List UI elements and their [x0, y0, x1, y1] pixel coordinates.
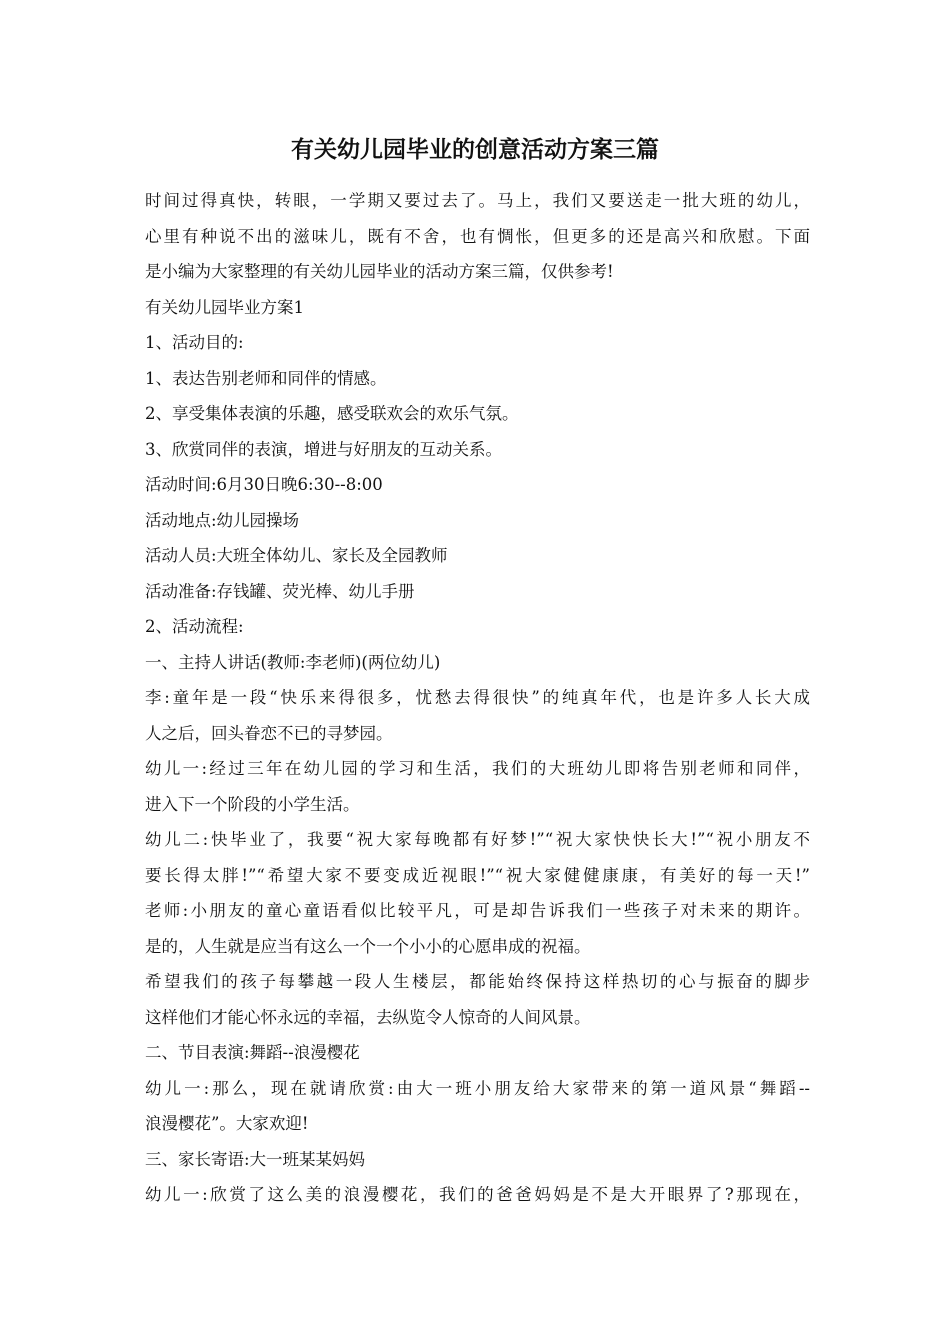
paragraph-line: 活动人员:大班全体幼儿、家长及全园教师: [145, 546, 448, 565]
paragraph-line: 幼儿一:那么，现在就请欣赏:由大一班小朋友给大家带来的第一道风景“舞蹈--: [145, 1078, 810, 1098]
document-body: [145, 183, 810, 1213]
paragraph-line: 1、表达告别老师和同伴的情感。: [145, 368, 387, 388]
paragraph-line: 心里有种说不出的滋味儿，既有不舍，也有惆怅，但更多的还是高兴和欣慰。下面: [145, 226, 810, 246]
section-heading: 有关幼儿园毕业方案1: [145, 297, 304, 317]
paragraph-line: 是的，人生就是应当有这么一个一个小小的心愿串成的祝福。: [145, 936, 591, 956]
paragraph-line: 幼儿二:快毕业了，我要“祝大家每晚都有好梦!”“祝大家快快长大!”“祝小朋友不: [145, 830, 810, 849]
document-title: 有关幼儿园毕业的创意活动方案三篇: [291, 136, 659, 163]
paragraph-line: 2、享受集体表演的乐趣，感受联欢会的欢乐气氛。: [145, 404, 519, 423]
paragraph-line: 三、家长寄语:大一班某某妈妈: [145, 1149, 366, 1169]
paragraph-line: 李:童年是一段“快乐来得很多，忧愁去得很快”的纯真年代，也是许多人长大成: [145, 688, 810, 707]
paragraph-line: 要长得太胖!”“希望大家不要变成近视眼!”“祝大家健健康康，有美好的每一天!”: [145, 865, 810, 885]
paragraph-line: 希望我们的孩子每攀越一段人生楼层，都能始终保持这样热切的心与振奋的脚步: [145, 972, 810, 991]
paragraph-line: 二、节目表演:舞蹈--浪漫樱花: [145, 1043, 360, 1062]
paragraph-line: 是小编为大家整理的有关幼儿园毕业的活动方案三篇，仅供参考!: [145, 262, 614, 281]
paragraph-line: 活动地点:幼儿园操场: [145, 510, 300, 530]
paragraph-line: 老师:小朋友的童心童语看似比较平凡，可是却告诉我们一些孩子对未来的期许。: [145, 901, 810, 920]
paragraph-line: 3、欣赏同伴的表演，增进与好朋友的互动关系。: [145, 439, 502, 459]
paragraph-line: 活动准备:存钱罐、荧光棒、幼儿手册: [145, 581, 415, 601]
paragraph-line: 一、主持人讲话(教师:李老师)(两位幼儿): [145, 652, 441, 672]
paragraph-line: 人之后，回头眷恋不已的寻梦园。: [145, 723, 393, 743]
paragraph-line: 活动时间:6月30日晚6:30--8:00: [145, 475, 383, 494]
paragraph-line: 这样他们才能心怀永远的幸福，去纵览令人惊奇的人间风景。: [145, 1007, 591, 1027]
paragraph-line: 进入下一个阶段的小学生活。: [145, 794, 360, 814]
paragraph-line: 2、活动流程:: [145, 617, 244, 636]
paragraph-line: 1、活动目的:: [145, 333, 244, 352]
paragraph-line: 幼儿一:欣赏了这么美的浪漫樱花，我们的爸爸妈妈是不是大开眼界了?那现在，: [145, 1185, 810, 1204]
paragraph-line: 时间过得真快，转眼，一学期又要过去了。马上，我们又要送走一批大班的幼儿，: [145, 191, 810, 210]
paragraph-line: 浪漫樱花”。大家欢迎!: [145, 1114, 309, 1133]
paragraph-line: 幼儿一:经过三年在幼儿园的学习和生活，我们的大班幼儿即将告别老师和同伴，: [145, 759, 810, 778]
